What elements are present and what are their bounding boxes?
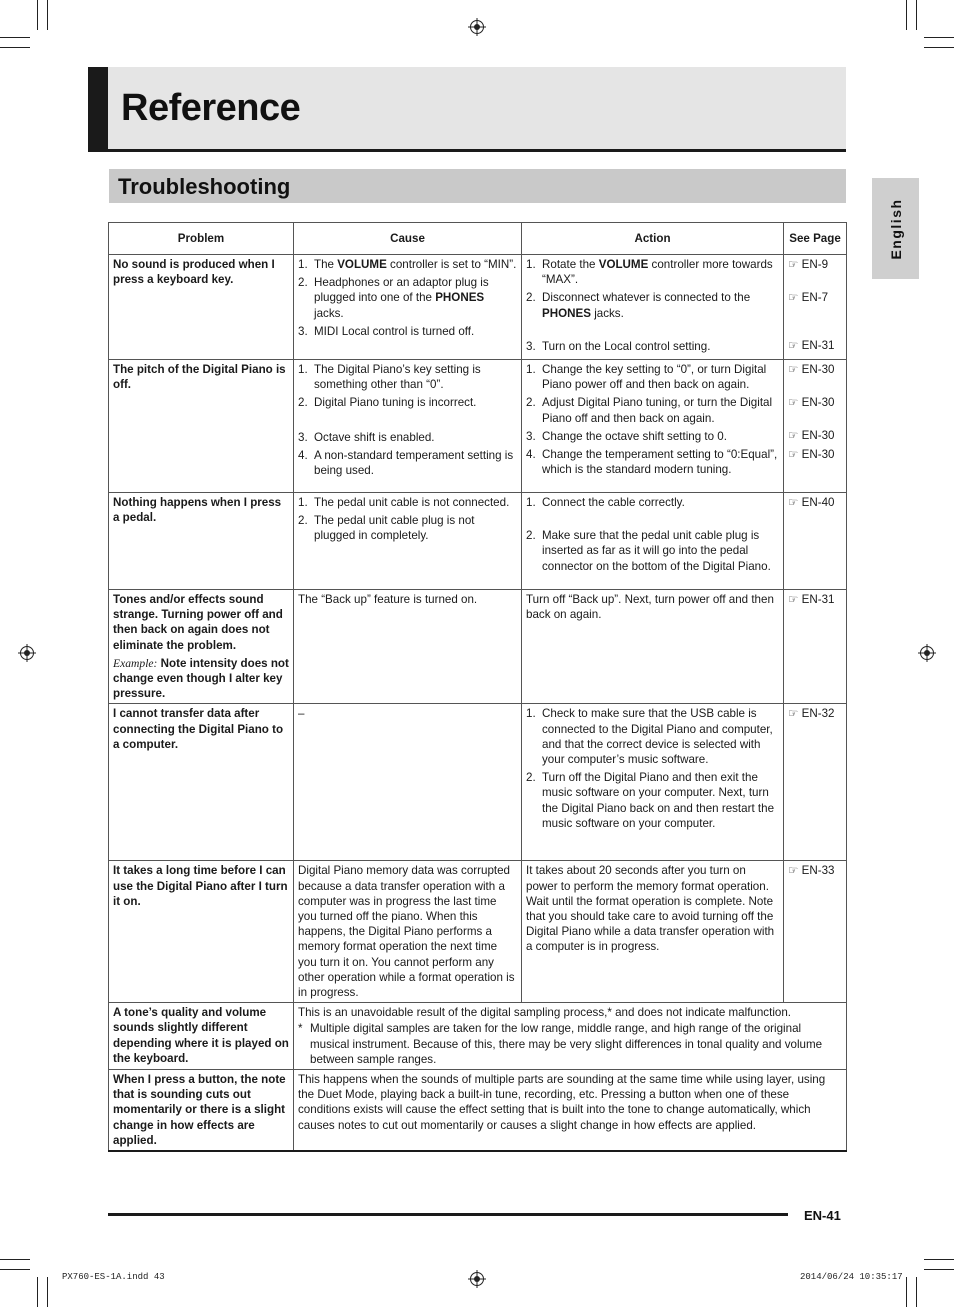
table-row <box>109 255 847 360</box>
crop-mark <box>37 1277 38 1307</box>
see-page-cell <box>784 360 847 493</box>
action-cell <box>522 493 784 590</box>
table-header-row <box>109 223 847 255</box>
cause-item: 1. The Digital Piano’s key setting is something other than “0”. <box>298 362 517 392</box>
table-row <box>109 704 847 861</box>
table-row <box>109 1003 847 1070</box>
cause-cell: Digital Piano memory data was corrupted because a data transfer operation with a computer was in progress the last time you turned off the piano. When this happens, the Digital Piano performs a memory format operation the next time you turn it on. You cannot perform any other operation while a format operation is in progress. <box>294 861 522 1003</box>
section-title: Troubleshooting <box>118 174 291 199</box>
cause-item: 3. Octave shift is enabled. <box>298 430 517 445</box>
header-accent-bar <box>88 67 108 149</box>
crop-mark <box>924 1259 954 1260</box>
see-page-cell <box>784 704 847 861</box>
registration-mark-icon <box>918 644 936 662</box>
language-tab <box>872 178 919 279</box>
table-row <box>109 1070 847 1152</box>
print-slug-file: PX760-ES-1A.indd 43 <box>62 1272 165 1282</box>
page-reference: ☞ EN-30 <box>788 363 835 377</box>
problem-cell: It takes a long time before I can use the Digital Piano after I turn it on. <box>109 861 294 1003</box>
page-reference: ☞ EN-30 <box>788 447 835 461</box>
cause-item: 1. The VOLUME controller is set to “MIN”. <box>298 257 517 272</box>
page-reference: ☞ EN-30 <box>788 396 835 410</box>
table-row <box>109 493 847 590</box>
crop-mark <box>47 1277 48 1307</box>
problem-text: Tones and/or effects sound strange. Turning power off and then back on again does not eliminate the problem. <box>113 593 283 652</box>
registration-mark-icon <box>468 1270 486 1288</box>
page-reference: ☞ EN-30 <box>788 429 835 443</box>
crop-mark <box>0 1259 30 1260</box>
crop-mark <box>924 1269 954 1270</box>
problem-cell: The pitch of the Digital Piano is off. <box>109 360 294 493</box>
footer-rule <box>108 1213 788 1216</box>
example-label: Example: <box>113 656 158 670</box>
action-item: 4. Change the temperament setting to “0:Equal”, which is the standard modern tuning. <box>526 447 779 477</box>
page-reference: ☞ EN-31 <box>788 339 835 353</box>
crop-mark <box>916 1277 917 1307</box>
action-item: 2. Turn off the Digital Piano and then exit the music software on your computer. Next, turn the Digital Piano back on and then restart the music software on your computer. <box>526 770 779 831</box>
cause-item: 2. Headphones or an adaptor plug is plugged into one of the PHONES jacks. <box>298 275 517 321</box>
action-item: 2. Adjust Digital Piano tuning, or turn the Digital Piano off and then back on again. <box>526 395 779 425</box>
see-page-cell <box>784 590 847 704</box>
cause-cell <box>294 360 522 493</box>
registration-mark-icon <box>468 18 486 36</box>
crop-mark <box>906 1277 907 1307</box>
cause-cell <box>294 255 522 360</box>
crop-mark <box>47 0 48 30</box>
page-header <box>88 67 846 152</box>
table-row <box>109 861 847 1003</box>
troubleshooting-table <box>108 222 847 1152</box>
crop-mark <box>906 0 907 30</box>
see-page-cell <box>784 861 847 1003</box>
crop-mark <box>916 0 917 30</box>
see-page-cell <box>784 255 847 360</box>
column-header-action: Action <box>522 223 784 255</box>
action-item: 2. Disconnect whatever is connected to the PHONES jacks. <box>526 290 779 320</box>
footnote-marker: * <box>298 1022 303 1036</box>
action-cell <box>522 360 784 493</box>
action-item: 2. Make sure that the pedal unit cable plug is inserted as far as it will go into the pedal connector on the bottom of the Digital Piano. <box>526 528 779 574</box>
see-page-cell <box>784 493 847 590</box>
crop-mark <box>924 37 954 38</box>
action-cell <box>522 255 784 360</box>
action-cell: Turn off “Back up”. Next, turn power off and then back on again. <box>522 590 784 704</box>
language-tab-label: English <box>887 197 904 260</box>
problem-cell: A tone’s quality and volume sounds slightly different depending where it is played on the keyboard. <box>109 1003 294 1070</box>
page-reference: ☞ EN-31 <box>788 593 835 607</box>
example-text: Note intensity does not change even though I alter key pressure. <box>113 656 289 701</box>
action-item: 1. Check to make sure that the USB cable is connected to the Digital Piano and computer, and that the correct device is selected with your computer’s music software. <box>526 706 779 767</box>
table-row <box>109 590 847 704</box>
problem-cell: I cannot transfer data after connecting the Digital Piano to a computer. <box>109 704 294 861</box>
problem-cell: No sound is produced when I press a keyboard key. <box>109 255 294 360</box>
print-slug-timestamp: 2014/06/24 10:35:17 <box>800 1272 903 1282</box>
explanation-text: This is an unavoidable result of the digital sampling process,* and does not indicate malfunction. <box>298 1006 792 1020</box>
column-header-problem: Problem <box>109 223 294 255</box>
cause-item: 2. Digital Piano tuning is incorrect. <box>298 395 517 410</box>
cause-item: 1. The pedal unit cable is not connected. <box>298 495 517 510</box>
page-title: Reference <box>121 87 301 129</box>
page-reference: ☞ EN-40 <box>788 496 835 510</box>
cause-item: 2. The pedal unit cable plug is not plugged in completely. <box>298 513 517 543</box>
crop-mark <box>37 0 38 30</box>
cause-cell: – <box>294 704 522 861</box>
column-header-cause: Cause <box>294 223 522 255</box>
column-header-see-page: See Page <box>784 223 847 255</box>
problem-example <box>113 656 289 702</box>
explanation-cell: This happens when the sounds of multiple parts are sounding at the same time while using layer, using the Duet Mode, playing back a built-in tune, recording, etc. Pressing a button when one of these conditions exists will cause the effect setting that is built into the tone to change automatically, which causes notes to cut out momentarily or causes a slight change in how effects are applied. <box>294 1070 847 1152</box>
crop-mark <box>0 37 30 38</box>
table-row <box>109 360 847 493</box>
problem-cell: Nothing happens when I press a pedal. <box>109 493 294 590</box>
action-item: 1. Connect the cable correctly. <box>526 495 779 510</box>
footnote-text: Multiple digital samples are taken for the low range, middle range, and high range of the original musical instrument. Because of this, there may be very slight differences in tonal quality and volume between sample ranges. <box>310 1022 823 1066</box>
action-item: 3. Change the octave shift setting to 0. <box>526 429 779 444</box>
footnote <box>298 1021 842 1067</box>
action-cell: It takes about 20 seconds after you turn on power to perform the memory format operation. Wait until the format operation is complete. Note that you should take care to avoid turning off the Digital Piano while a data transfer operation with a computer is in progress. <box>522 861 784 1003</box>
cause-item: 3. MIDI Local control is turned off. <box>298 324 517 339</box>
page-reference: ☞ EN-33 <box>788 864 835 878</box>
page-reference: ☞ EN-32 <box>788 707 835 721</box>
section-heading <box>109 169 846 203</box>
action-cell <box>522 704 784 861</box>
cause-cell: The “Back up” feature is turned on. <box>294 590 522 704</box>
problem-cell: When I press a button, the note that is sounding cuts out momentarily or there is a slight change in how effects are applied. <box>109 1070 294 1152</box>
page-reference: ☞ EN-7 <box>788 291 829 305</box>
action-item: 1. Change the key setting to “0”, or turn Digital Piano power off and then back on again. <box>526 362 779 392</box>
crop-mark <box>0 47 30 48</box>
explanation-cell <box>294 1003 847 1070</box>
cause-cell <box>294 493 522 590</box>
action-item: 1. Rotate the VOLUME controller more towards “MAX”. <box>526 257 779 287</box>
page-reference: ☞ EN-9 <box>788 258 829 271</box>
page-number: EN-41 <box>804 1208 841 1223</box>
registration-mark-icon <box>18 644 36 662</box>
crop-mark <box>924 47 954 48</box>
crop-mark <box>0 1269 30 1270</box>
action-item: 3. Turn on the Local control setting. <box>526 339 779 354</box>
problem-cell <box>109 590 294 704</box>
cause-item: 4. A non-standard temperament setting is being used. <box>298 448 517 478</box>
